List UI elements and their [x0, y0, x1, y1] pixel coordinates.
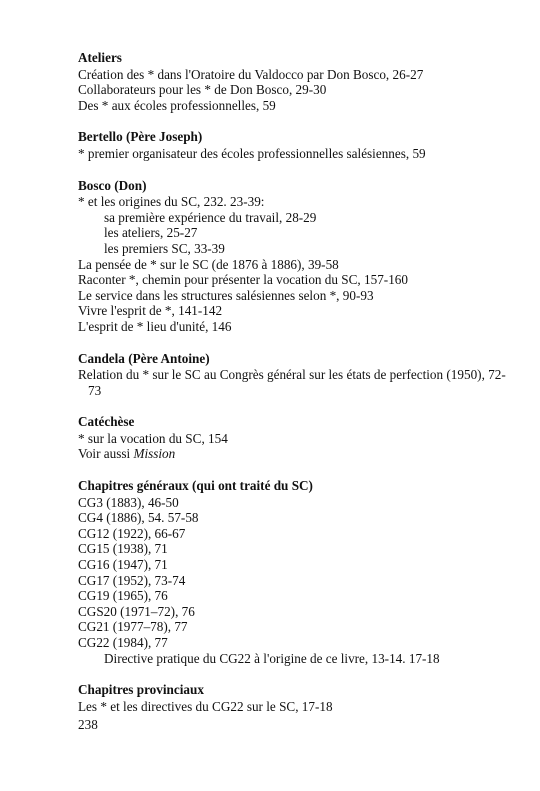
entry-line: * et les origines du SC, 232. 23-39: [78, 194, 265, 210]
entry-subline: les premiers SC, 33-39 [104, 240, 225, 256]
entry-heading: Bertello (Père Joseph) [78, 129, 203, 145]
index-entry-candela [78, 351, 518, 399]
entry-line: Raconter *, chemin pour présenter la vocation du SC, 157-160 [78, 272, 408, 288]
entry-line: CG15 (1938), 71 [78, 541, 168, 557]
entry-line: CG19 (1965), 76 [78, 588, 168, 604]
entry-line: * sur la vocation du SC, 154 [78, 430, 228, 446]
cross-reference [78, 446, 518, 462]
entry-heading: Chapitres généraux (qui ont traité du SC) [78, 478, 313, 494]
entry-heading: Bosco (Don) [78, 177, 147, 193]
entry-line: CG22 (1984), 77 [78, 635, 168, 650]
entry-line: Des * aux écoles professionnelles, 59 [78, 97, 276, 113]
entry-line: La pensée de * sur le SC (de 1876 à 1886), 39-58 [78, 256, 339, 272]
entry-line: CG21 (1977–78), 77 [78, 619, 188, 635]
index-body [78, 50, 518, 730]
entry-line: * premier organisateur des écoles professionnelles salésiennes, 59 [78, 145, 426, 161]
entry-line: Collaborateurs pour les * de Don Bosco, 29-30 [78, 82, 327, 98]
entry-line: CG12 (1922), 66-67 [78, 525, 186, 541]
index-entry-chapitres-provinciaux [78, 682, 518, 714]
entry-line: CG17 (1952), 73-74 [78, 572, 186, 588]
entry-line: CG16 (1947), 71 [78, 557, 168, 573]
index-entry-bosco [78, 178, 518, 335]
entry-line: Création des * dans l'Oratoire du Valdocco par Don Bosco, 26-27 [78, 66, 424, 82]
entry-line: CGS20 (1971–72), 76 [78, 603, 195, 619]
entry-line: L'esprit de * lieu d'unité, 146 [78, 318, 232, 334]
index-entry-ateliers [78, 50, 518, 113]
entry-line: Les * et les directives du CG22 sur le SC, 17-18 [78, 698, 333, 714]
entry-heading: Ateliers [78, 50, 122, 65]
entry-heading: Catéchèse [78, 414, 135, 430]
entry-heading: Candela (Père Antoine) [78, 350, 210, 366]
cross-reference-prefix: Voir aussi [78, 446, 134, 462]
entry-line: Relation du * sur le SC au Congrès général sur les états de perfection (1950), 72-73 [78, 367, 506, 398]
entry-line: Le service dans les structures salésiennes selon *, 90-93 [78, 287, 374, 303]
entry-subline: sa première expérience du travail, 28-29 [104, 209, 317, 225]
entry-subline: Directive pratique du CG22 à l'origine de ce livre, 13-14. 17-18 [104, 650, 440, 666]
entry-line: Vivre l'esprit de *, 141-142 [78, 303, 223, 319]
index-entry-bertello [78, 129, 518, 161]
cross-reference-target: Mission [133, 446, 176, 462]
index-entry-chapitres-generaux [78, 478, 518, 666]
page-number: 238 [78, 717, 98, 732]
entry-line: CG3 (1883), 46-50 [78, 494, 179, 510]
entry-heading: Chapitres provinciaux [78, 682, 204, 698]
entry-subline: les ateliers, 25-27 [104, 225, 198, 241]
index-entry-catechese [78, 414, 518, 462]
entry-line: CG4 (1886), 54. 57-58 [78, 510, 199, 526]
